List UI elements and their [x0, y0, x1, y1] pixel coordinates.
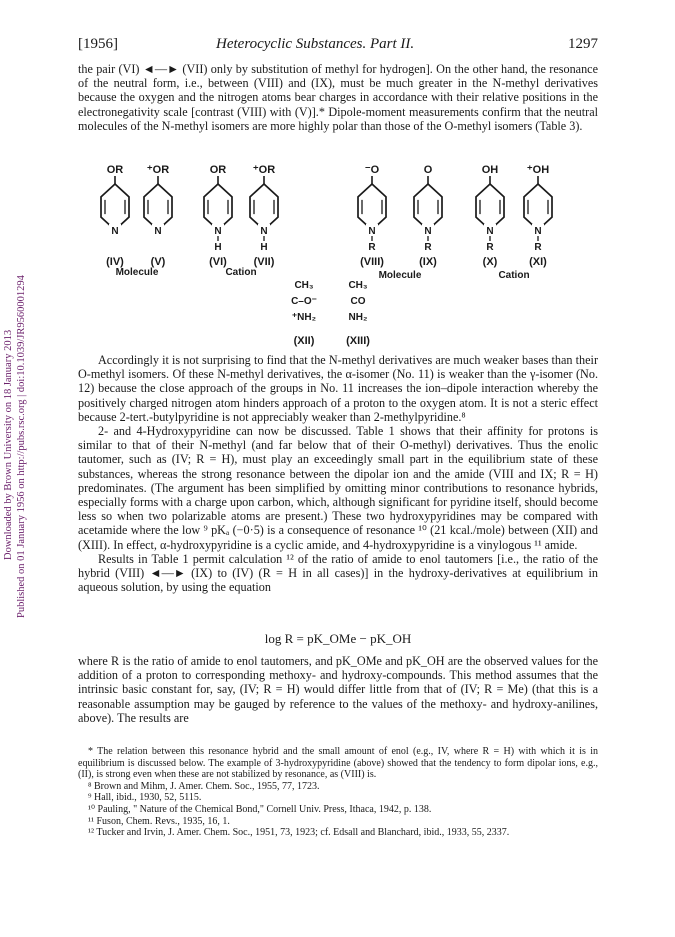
main-paragraphs	[78, 353, 598, 594]
group-label: Cation	[498, 270, 530, 281]
group-label: Cation	[225, 267, 257, 278]
substituent-label: ⁺OR	[146, 164, 170, 176]
paragraph-2: 2- and 4-Hydroxypyridine can now be discussed. Table 1 shows that their affinity for protons is similar to that of their N-methyl (and far below that of their O-methyl) derivatives. Thus the enolic tautomer, such as (IV; R = H), must play an exceedingly small part in the equilibrium state of these substances, whereas the strong resonance between the dipolar ion and the amide (VIII and IX; R = H) predominates. (The argument has been simplified by omitting minor contributions to resonance hybrids, especially forms with a charge upon carbon, which, although significant for pyridine itself, should become less so when two polarizable atoms are present.) These two hydroxypyridines may be compared with acetamide where the low ⁹ pKₐ (−0·5) is a consequence of resonance ¹⁰ (21 kcal./mole) between (XII) and (XIII). In effect, α-hydroxypyridine is a cyclic amide, and 4-hydroxypyridine is a vinylogous ¹¹ amide.	[78, 424, 598, 552]
structure-numeral: (V)	[150, 256, 166, 268]
downloaded-note: Downloaded by Brown University on 18 January 2013	[3, 329, 14, 560]
n-substituent-label: R	[534, 242, 542, 253]
journal-year: [1956]	[78, 36, 118, 52]
substituent-label: ⁺OH	[526, 164, 550, 176]
substituent-label: ⁻O	[364, 164, 380, 176]
footnote-9: ⁹ Hall, ibid., 1930, 52, 5115.	[88, 792, 202, 804]
substituent-label: OR	[209, 164, 227, 176]
amide-formula-line: CH₃	[348, 280, 368, 291]
equation	[78, 631, 598, 647]
n-substituent-label: H	[260, 242, 268, 253]
article-title: Heterocyclic Substances. Part II.	[216, 36, 415, 52]
footnotes	[78, 746, 598, 839]
ring-nitrogen-label: N	[260, 226, 268, 237]
published-note: Published on 01 January 1956 on http://pubs.rsc.org | doi:10.1039/JR9560001294	[16, 275, 27, 618]
substituent-label: OH	[481, 164, 499, 176]
ring-nitrogen-label: N	[154, 226, 162, 237]
paragraph-1: Accordingly it is not surprising to find that the N-methyl derivatives are much weaker bases than their O-methyl isomers. Of these N-methyl derivatives, the α-isomer (No. 11) is weaker than the γ-isomer (No. 12) because the close approach of the groups in No. 11 increases the ion–dipole interaction whereby the positively charged nitrogen atom hinders approach of a proton to the oxygen atom. It is not a steric effect because 2-tert.-butylpyridine is not appreciably weaker than 2-methylpyridine.⁸	[78, 353, 598, 424]
paragraph-after-equation	[78, 654, 598, 725]
footnote-11: ¹¹ Fuson, Chem. Revs., 1935, 16, 1.	[88, 815, 230, 827]
ring-nitrogen-label: N	[368, 226, 376, 237]
amide-numeral: (XII)	[293, 335, 315, 347]
structure-numeral: (VII)	[253, 256, 275, 268]
footnote-8: ⁸ Brown and Mihm, J. Amer. Chem. Soc., 1955, 77, 1723.	[88, 780, 320, 792]
group-label: Molecule	[115, 267, 159, 278]
footnote-10: ¹⁰ Pauling, " Nature of the Chemical Bond," Cornell Univ. Press, Ithaca, 1942, p. 138.	[88, 803, 432, 815]
ring-nitrogen-label: N	[534, 226, 542, 237]
amide-formula-line: NH₂	[348, 312, 368, 323]
ring-nitrogen-label: N	[486, 226, 494, 237]
structures-figure	[70, 148, 610, 348]
amide-numeral: (XIII)	[346, 335, 370, 347]
ring-nitrogen-label: N	[424, 226, 432, 237]
paragraph-3: Results in Table 1 permit calculation ¹² of the ratio of amide to enol tautomers [i.e., the ratio of the hybrid (VIII) ◄—► (IX) to (IV) (R = H in all cases)] in the hydroxy-derivatives at equilibrium in aqueous solution, by using the equation	[78, 551, 598, 595]
amide-formula-line: ⁺NH₂	[291, 312, 317, 323]
substituent-label: ⁺OR	[252, 164, 276, 176]
equation-text: log R = pK_OMe − pK_OH	[264, 631, 412, 646]
structure-numeral: (IX)	[419, 256, 437, 268]
structure-numeral: (VI)	[209, 256, 227, 268]
ring-nitrogen-label: N	[111, 226, 119, 237]
ring-nitrogen-label: N	[214, 226, 222, 237]
n-substituent-label: R	[486, 242, 494, 253]
structure-numeral: (X)	[482, 256, 498, 268]
intro-text: the pair (VI) ◄—► (VII) only by substitution of methyl for hydrogen]. On the other hand, the resonance of the neutral form, i.e., between (VIII) and (IX), must be much greater in the N-methyl derivatives because the oxygen and the nitrogen atoms bear charges in accordance with their relative positions in the electronegativity scale [contrast (VIII) with (V)].* Dipole-moment measurements confirm that the neutral molecules of the N-methyl isomers are more highly polar than those of the O-methyl isomers (Table 3).	[78, 62, 598, 133]
structure-numeral: (IV)	[106, 256, 124, 268]
paragraph-4: where R is the ratio of amide to enol tautomers, and pK_OMe and pK_OH are the observed values for the addition of a proton to corresponding methoxy- and hydroxy-compounds. This method assumes that the intrinsic basic constant for, say, (IV; R = H) would differ little from that of (IV; R = Me) (that this is a reasonable assumption may be gauged by reference to the values of the methoxy- and hydroxy-anilines, above). The results are	[78, 654, 598, 725]
amide-formula-line: CH₃	[294, 280, 314, 291]
amide-formula-line: C–O⁻	[291, 296, 317, 307]
substituent-label: OR	[106, 164, 124, 176]
n-substituent-label: R	[424, 242, 432, 253]
amide-formula-line: CO	[350, 296, 366, 307]
intro-paragraph	[78, 62, 598, 133]
group-label: Molecule	[378, 270, 422, 281]
substituent-label: O	[423, 164, 433, 176]
n-substituent-label: R	[368, 242, 376, 253]
structures-svg	[70, 148, 610, 348]
running-header	[78, 36, 598, 54]
n-substituent-label: H	[214, 242, 222, 253]
structure-numeral: (VIII)	[360, 256, 384, 268]
footnote-12: ¹² Tucker and Irvin, J. Amer. Chem. Soc., 1951, 73, 1923; cf. Edsall and Blanchard, ibid., 1933, 55, 2337.	[88, 827, 510, 839]
footnote-star: * The relation between this resonance hybrid and the small amount of enol (e.g., IV, where R = H) with which it is in equilibrium is discussed below. The example of 3-hydroxypyridine (above) showed that the tendency to form dipolar ions, e.g., (II), is strong even when these are not stabilized by resonance, as (VIII) is.	[78, 746, 598, 781]
structure-numeral: (XI)	[529, 256, 547, 268]
page-number: 1297	[568, 36, 598, 52]
provenance-sidebar	[0, 0, 30, 937]
